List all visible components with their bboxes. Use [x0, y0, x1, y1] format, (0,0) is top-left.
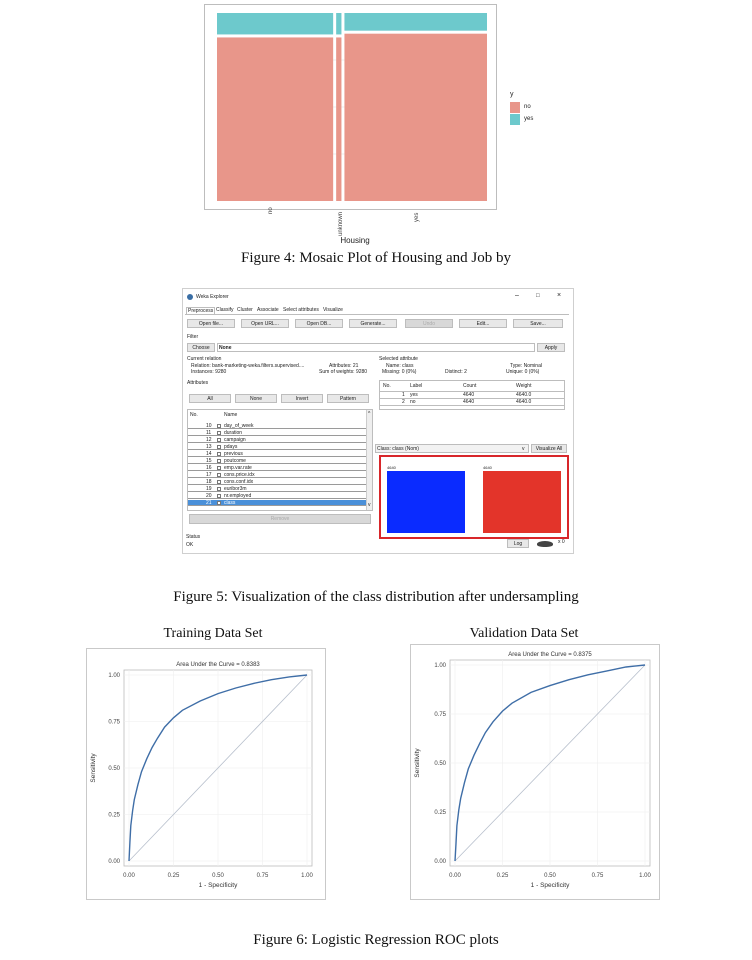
- legend-item-no: [510, 101, 533, 113]
- x-tick-label: 0.75: [591, 873, 604, 879]
- attribute-checkbox[interactable]: [217, 452, 221, 456]
- attributes-label: Attributes: [187, 380, 209, 386]
- y-tick-label: 0.75: [108, 719, 120, 726]
- figure6-caption: Figure 6: Logistic Regression ROC plots: [253, 932, 499, 948]
- attribute-checkbox[interactable]: [217, 466, 221, 470]
- cell-label: yes: [410, 392, 418, 398]
- class-select-value: Class: class (Nom): [377, 446, 419, 452]
- y-tick-label: 1.00: [434, 663, 446, 669]
- mosaic-tile-no-unknown: [336, 37, 341, 201]
- sel-type: Type: Nominal: [510, 363, 542, 369]
- none-button[interactable]: None: [235, 394, 277, 403]
- attribute-no: 17: [206, 472, 212, 478]
- scroll-up-icon[interactable]: ^: [368, 411, 371, 417]
- tab-divider: [185, 314, 569, 315]
- y-tick-label: 0.25: [434, 810, 446, 816]
- attribute-row[interactable]: [188, 423, 366, 429]
- tab-visualize[interactable]: Visualize: [323, 307, 343, 313]
- y-axis-label: Sensitivity: [90, 753, 97, 783]
- filter-label: Filter: [187, 334, 199, 340]
- cell-count: 4640: [463, 392, 475, 398]
- mosaic-tile-yes-yes: [344, 13, 487, 31]
- attribute-name: nr.employed: [224, 493, 252, 499]
- attribute-checkbox[interactable]: [217, 445, 221, 449]
- weka-hist-svg: [381, 457, 567, 537]
- roc-title: Area Under the Curve = 0.8383: [176, 662, 260, 668]
- attribute-checkbox[interactable]: [217, 501, 221, 505]
- attribute-name: cons.conf.idx: [224, 479, 254, 485]
- x-tick-label: 0.00: [123, 873, 135, 879]
- cell-no: 1: [402, 392, 405, 398]
- task-count: x 0: [558, 539, 565, 545]
- open-file-button[interactable]: Open file...: [187, 319, 235, 328]
- weka-app-icon: [187, 294, 193, 300]
- x-tick-label: 0.50: [212, 873, 224, 879]
- attribute-row[interactable]: [188, 458, 366, 464]
- y-tick-label: 0.00: [434, 859, 446, 865]
- sel-distinct: Distinct: 2: [445, 369, 467, 375]
- all-button[interactable]: All: [189, 394, 231, 403]
- legend-label-yes: yes: [524, 116, 534, 122]
- x-tick-label: 0.00: [449, 873, 461, 879]
- attribute-checkbox[interactable]: [217, 459, 221, 463]
- open-url-button[interactable]: Open URL...: [241, 319, 289, 328]
- legend-swatch-no: [510, 102, 520, 113]
- generate-button[interactable]: Generate...: [349, 319, 397, 328]
- col-no-header: No.: [190, 412, 198, 418]
- x-tick-label: 0.75: [256, 873, 269, 879]
- y-tick-label: 1.00: [108, 673, 120, 679]
- attribute-row[interactable]: [188, 472, 366, 478]
- maximize-icon[interactable]: □: [536, 293, 540, 299]
- remove-button[interactable]: Remove: [189, 514, 371, 524]
- x-axis-label: 1 - Specificity: [530, 882, 570, 889]
- mosaic-tile-no-yes: [344, 34, 487, 201]
- attr-rows: [188, 423, 366, 511]
- close-icon[interactable]: ×: [557, 292, 562, 299]
- mosaic-svg: [205, 5, 496, 209]
- attribute-checkbox[interactable]: [217, 473, 221, 477]
- minimize-icon[interactable]: –: [515, 292, 519, 299]
- attribute-checkbox[interactable]: [217, 487, 221, 491]
- attribute-no: 20: [206, 493, 212, 499]
- th-no: No.: [383, 383, 391, 389]
- attribute-name: campaign: [224, 437, 246, 443]
- choose-button[interactable]: Choose: [187, 343, 215, 352]
- mosaic-xtick-yes: yes: [414, 212, 420, 222]
- th-label: Label: [410, 383, 423, 389]
- relation-text: Relation: bank-marketing-weka.filters.supervised....: [191, 363, 305, 369]
- log-button[interactable]: Log: [507, 539, 529, 548]
- attribute-no: 14: [206, 451, 212, 457]
- status-label: Status: [186, 534, 201, 540]
- attribute-no: 19: [206, 486, 212, 492]
- attributes-count-text: Attributes: 21: [329, 363, 359, 369]
- selected-attribute-label: Selected attribute: [379, 356, 418, 362]
- scrollbar[interactable]: [366, 410, 373, 510]
- attribute-name: duration: [224, 430, 243, 436]
- cell-weight: 4640.0: [516, 399, 532, 405]
- x-axis-label: 1 - Specificity: [198, 882, 238, 889]
- roc-plot-training: [86, 648, 326, 900]
- legend-item-yes: [510, 113, 533, 125]
- cell-weight: 4640.0: [516, 392, 532, 398]
- attribute-row[interactable]: [188, 451, 366, 457]
- sum-weights-text: Sum of weights: 9280: [319, 369, 368, 375]
- roc-heading-training: Training Data Set: [163, 626, 263, 641]
- attribute-no: 18: [206, 479, 212, 485]
- attribute-name: pdays: [224, 444, 238, 450]
- weka-window: [182, 288, 574, 554]
- mosaic-tile-yes-unknown: [336, 13, 341, 34]
- current-relation-label: Current relation: [187, 356, 222, 362]
- roc-svg-validation: [410, 644, 660, 900]
- attribute-checkbox[interactable]: [217, 424, 221, 428]
- table-row[interactable]: [380, 391, 564, 398]
- attribute-no: 15: [206, 458, 212, 464]
- class-bar-label: 4640: [387, 465, 396, 470]
- status-value: OK: [186, 542, 194, 548]
- y-tick-label: 0.00: [108, 859, 120, 865]
- class-select[interactable]: [375, 444, 529, 453]
- attribute-name: class: [224, 500, 236, 506]
- save-button[interactable]: Save...: [513, 319, 563, 328]
- attribute-row[interactable]: [188, 479, 366, 485]
- mosaic-tile-no-no: [217, 37, 333, 201]
- table-row[interactable]: [380, 398, 564, 406]
- cell-no: 2: [402, 399, 405, 405]
- weka-title: Weka Explorer: [196, 294, 229, 300]
- cell-count: 4640: [463, 399, 475, 405]
- mosaic-tile-yes-no: [217, 13, 333, 34]
- figure4-caption: Figure 4: Mosaic Plot of Housing and Job by: [241, 250, 511, 266]
- attribute-row[interactable]: [188, 486, 366, 492]
- cell-label: no: [410, 399, 416, 405]
- apply-button[interactable]: Apply: [537, 343, 565, 352]
- roc-svg-training: [86, 648, 326, 900]
- instances-text: Instances: 9280: [191, 369, 227, 375]
- filter-field[interactable]: [217, 343, 535, 352]
- attribute-name: previous: [224, 451, 243, 457]
- tab-classify[interactable]: Classify: [216, 307, 234, 313]
- roc-plot-validation: [410, 644, 660, 900]
- mosaic-xtick-unknown: unknown: [338, 211, 344, 236]
- th-weight: Weight: [516, 383, 532, 389]
- attribute-no: 10: [206, 423, 212, 429]
- tab-cluster[interactable]: Cluster: [237, 307, 253, 313]
- attribute-checkbox[interactable]: [217, 480, 221, 484]
- attribute-name: emp.var.rate: [224, 465, 252, 471]
- class-histogram: [379, 455, 569, 539]
- filter-value: None: [219, 345, 232, 351]
- mosaic-xlabel: Housing: [340, 236, 370, 245]
- attribute-name: poutcome: [224, 458, 246, 464]
- weka-bird-icon: [537, 541, 553, 547]
- attribute-row[interactable]: [188, 430, 366, 436]
- class-bar: [387, 471, 465, 533]
- roc-title: Area Under the Curve = 0.8375: [508, 652, 592, 658]
- pattern-button[interactable]: Pattern: [327, 394, 369, 403]
- mosaic-legend: [510, 91, 533, 125]
- attribute-row[interactable]: [188, 444, 366, 450]
- attribute-checkbox[interactable]: [217, 438, 221, 442]
- x-tick-label: 0.50: [544, 873, 556, 879]
- attribute-name: day_of_week: [224, 423, 254, 429]
- tab-preprocess[interactable]: Preprocess: [188, 308, 214, 314]
- y-tick-label: 0.50: [108, 766, 120, 772]
- undo-button[interactable]: Undo: [405, 319, 453, 328]
- legend-label-no: no: [524, 104, 531, 110]
- label-table: [379, 380, 565, 410]
- invert-button[interactable]: Invert: [281, 394, 323, 403]
- attribute-no: 21: [206, 500, 212, 506]
- attributes-list[interactable]: [187, 409, 373, 511]
- class-bar-label: 4640: [483, 465, 492, 470]
- attribute-no: 12: [206, 437, 212, 443]
- tab-select-attributes[interactable]: Select attributes: [283, 307, 319, 313]
- figure5-caption: Figure 5: Visualization of the class distribution after undersampling: [173, 589, 579, 605]
- roc-heading-validation: Validation Data Set: [469, 626, 579, 641]
- sel-unique: Unique: 0 (0%): [506, 369, 540, 375]
- attribute-row[interactable]: [188, 500, 366, 506]
- sel-name: Name: class: [386, 363, 414, 369]
- th-count: Count: [463, 383, 477, 389]
- chevron-down-icon: v: [522, 446, 525, 452]
- attribute-no: 13: [206, 444, 212, 450]
- x-tick-label: 1.00: [301, 873, 313, 879]
- mosaic-xtick-no: no: [268, 207, 274, 214]
- visualize-all-button[interactable]: Visualize All: [531, 444, 567, 453]
- x-tick-label: 1.00: [639, 873, 651, 879]
- col-name-header: Name: [224, 412, 238, 418]
- open-db-button[interactable]: Open DB...: [295, 319, 343, 328]
- legend-title: y: [510, 91, 514, 98]
- edit-button[interactable]: Edit...: [459, 319, 507, 328]
- attribute-checkbox[interactable]: [217, 431, 221, 435]
- y-tick-label: 0.75: [434, 712, 446, 718]
- attribute-checkbox[interactable]: [217, 494, 221, 498]
- x-tick-label: 0.25: [496, 873, 509, 879]
- scroll-down-icon[interactable]: v: [368, 502, 371, 508]
- attribute-row[interactable]: [188, 465, 366, 471]
- mosaic-plot: [204, 4, 497, 210]
- attribute-row[interactable]: [188, 493, 366, 499]
- attribute-name: cons.price.idx: [224, 472, 255, 478]
- y-tick-label: 0.50: [434, 761, 446, 767]
- legend-swatch-yes: [510, 114, 520, 125]
- tab-associate[interactable]: Associate: [257, 307, 279, 313]
- attribute-no: 16: [206, 465, 212, 471]
- y-tick-label: 0.25: [108, 812, 120, 819]
- x-tick-label: 0.25: [167, 873, 180, 879]
- attribute-no: 11: [206, 430, 212, 436]
- attribute-name: euribor3m: [224, 486, 247, 492]
- class-bar: [483, 471, 561, 533]
- attribute-row[interactable]: [188, 437, 366, 443]
- y-axis-label: Sensitivity: [414, 748, 421, 778]
- sel-missing: Missing: 0 (0%): [382, 369, 417, 375]
